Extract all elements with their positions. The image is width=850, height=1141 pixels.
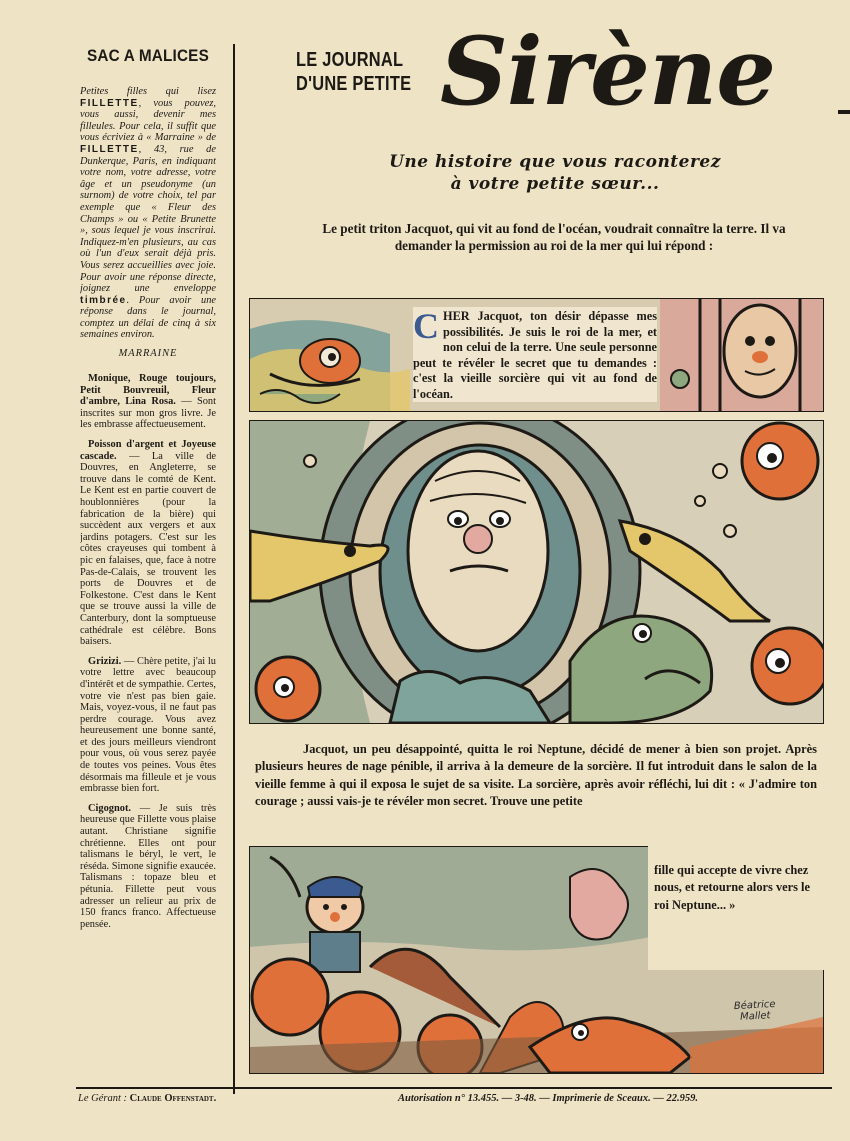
story-paragraph: Jacquot, un peu désappointé, quitta le roi Neptune, décidé de mener à bien son projet. Après plusieurs heures de nage pénible, il arriva à la demeure de la sorcière. Il fut introduit dans le salon de la vieille femme à qui il exposa le sujet de sa visite. La sorcière, après avoir réfléchi, lui dit : « J'admire ton courage ; aussi vais-je te révéler mon secret. Trouve une petite bbox=[255, 742, 817, 809]
comic-panel-2 bbox=[249, 420, 824, 724]
footer-rule bbox=[76, 1087, 832, 1089]
column-divider bbox=[233, 44, 235, 1094]
masthead-prefix: LE JOURNAL D'UNE PETITE bbox=[296, 49, 412, 95]
panel-1-dialogue: CHER Jacquot, ton désir dépasse mes possibilités. Je suis le roi de la mer, et non celui de la terre. Une seule personne peut te révéler le secret que tu demandes : c'est la vieille sorcière qui vit au fond de l'océan. bbox=[413, 306, 657, 401]
letter-entry: Grizizi. — Chère petite, j'ai lu votre lettre avec beaucoup d'intérêt et de sympathie. Certes, votre vie n'est pas bien gaie. Mais, voyez-vous, il ne faut pas perdre courage. Vous avez heureusement une bonne santé, et des jours meilleurs viendront pour vous, où vous serez payée de toutes vos peines. Vous êtes désormais ma filleule et je vous embrasse bien fort. bbox=[80, 655, 216, 795]
masthead-title: Sirène bbox=[440, 17, 776, 127]
story-subtitle: Une histoire que vous raconterez à votre petite sœur... bbox=[389, 152, 721, 194]
sac-a-malices-column bbox=[80, 46, 216, 1086]
footer-manager: Le Gérant : Claude Offenstadt. bbox=[78, 1093, 217, 1104]
letter-entry: Poisson d'argent et Joyeuse cascade. — La ville de Douvres, en Angleterre, se trouve dans le comté de Kent. Le Kent est en partie couvert de houblonnières (pour la fabrication de la bière) qui succèdent aux vergers et aux jardins potagers. C'est sur les côtes crayeuses qui tombent à pic en falaises, que, face à notre Pas-de-Calais, se trouvent les ports de Douvres et de Folkestone. C'est dans le Kent que se trouve aussi la ville de Canterbury, dont la somptueuse cathédrale est célèbre. Bons baisers. bbox=[80, 439, 216, 648]
edge-dash bbox=[838, 110, 850, 114]
letter-entry: Cigognot. — Je suis très heureuse que Fillette vous plaise autant. Christiane signifie chrétienne. Elles ont pour talismans le béryl, le vert, le réséda. Simone signifie exaucée. Talismans : topaze bleu et pétunia. Fillette peut vous adresser un relieur au prix de 150 francs franco. Affectueuse pensée. bbox=[80, 802, 216, 930]
story-intro: Le petit triton Jacquot, qui vit au fond de l'océan, voudrait connaître la terre. Il va demander la permission au roi de la mer qui lui répond : bbox=[322, 221, 786, 253]
column-signature: MARRAINE bbox=[118, 348, 178, 360]
story-paragraph-tail: fille qui accepte de vivre chez nous, et retourne alors vers le roi Neptune... » bbox=[650, 862, 821, 920]
letter-entry: Monique, Rouge toujours, Petit Bouvreuil, Fleur d'ambre, Lina Rosa. — Sont inscrites sur mon gros livre. Je les embrasse affectueusement. bbox=[80, 373, 216, 431]
panel-2-illustration bbox=[250, 421, 823, 723]
comic-panel-1 bbox=[249, 298, 824, 412]
column-title: SAC A MALICES bbox=[87, 46, 209, 65]
column-intro: Petites filles qui lisez FILLETTE, vous pouvez, vous aussi, devenir mes filleules. Pour cela, il suffit que vous écriviez à « Marraine » de FILLETTE, 43, rue de Dunkerque, Paris, en indiquant votre nom, votre adresse, votre âge et un pseudonyme (un surnom) de votre choix, tel par exemple que « Fleur des Champs » ou « Petite Brunette », sous lequel je vous inscrirai. Indiquez-m'en plusieurs, au cas où l'un d'eux serait déjà pris. Vous serez accueillies avec joie. Pour avoir une réponse directe, joignez une enveloppe timbrée. Pour avoir une réponse dans le journal, comptez un délai de cinq à six semaines environ. bbox=[80, 86, 216, 341]
footer-imprint: Autorisation n° 13.455. — 3-48. — Imprimerie de Sceaux. — 22.959. bbox=[398, 1093, 698, 1104]
artist-signature: Béatrice Mallet bbox=[733, 998, 776, 1023]
dropcap: C bbox=[413, 306, 439, 346]
